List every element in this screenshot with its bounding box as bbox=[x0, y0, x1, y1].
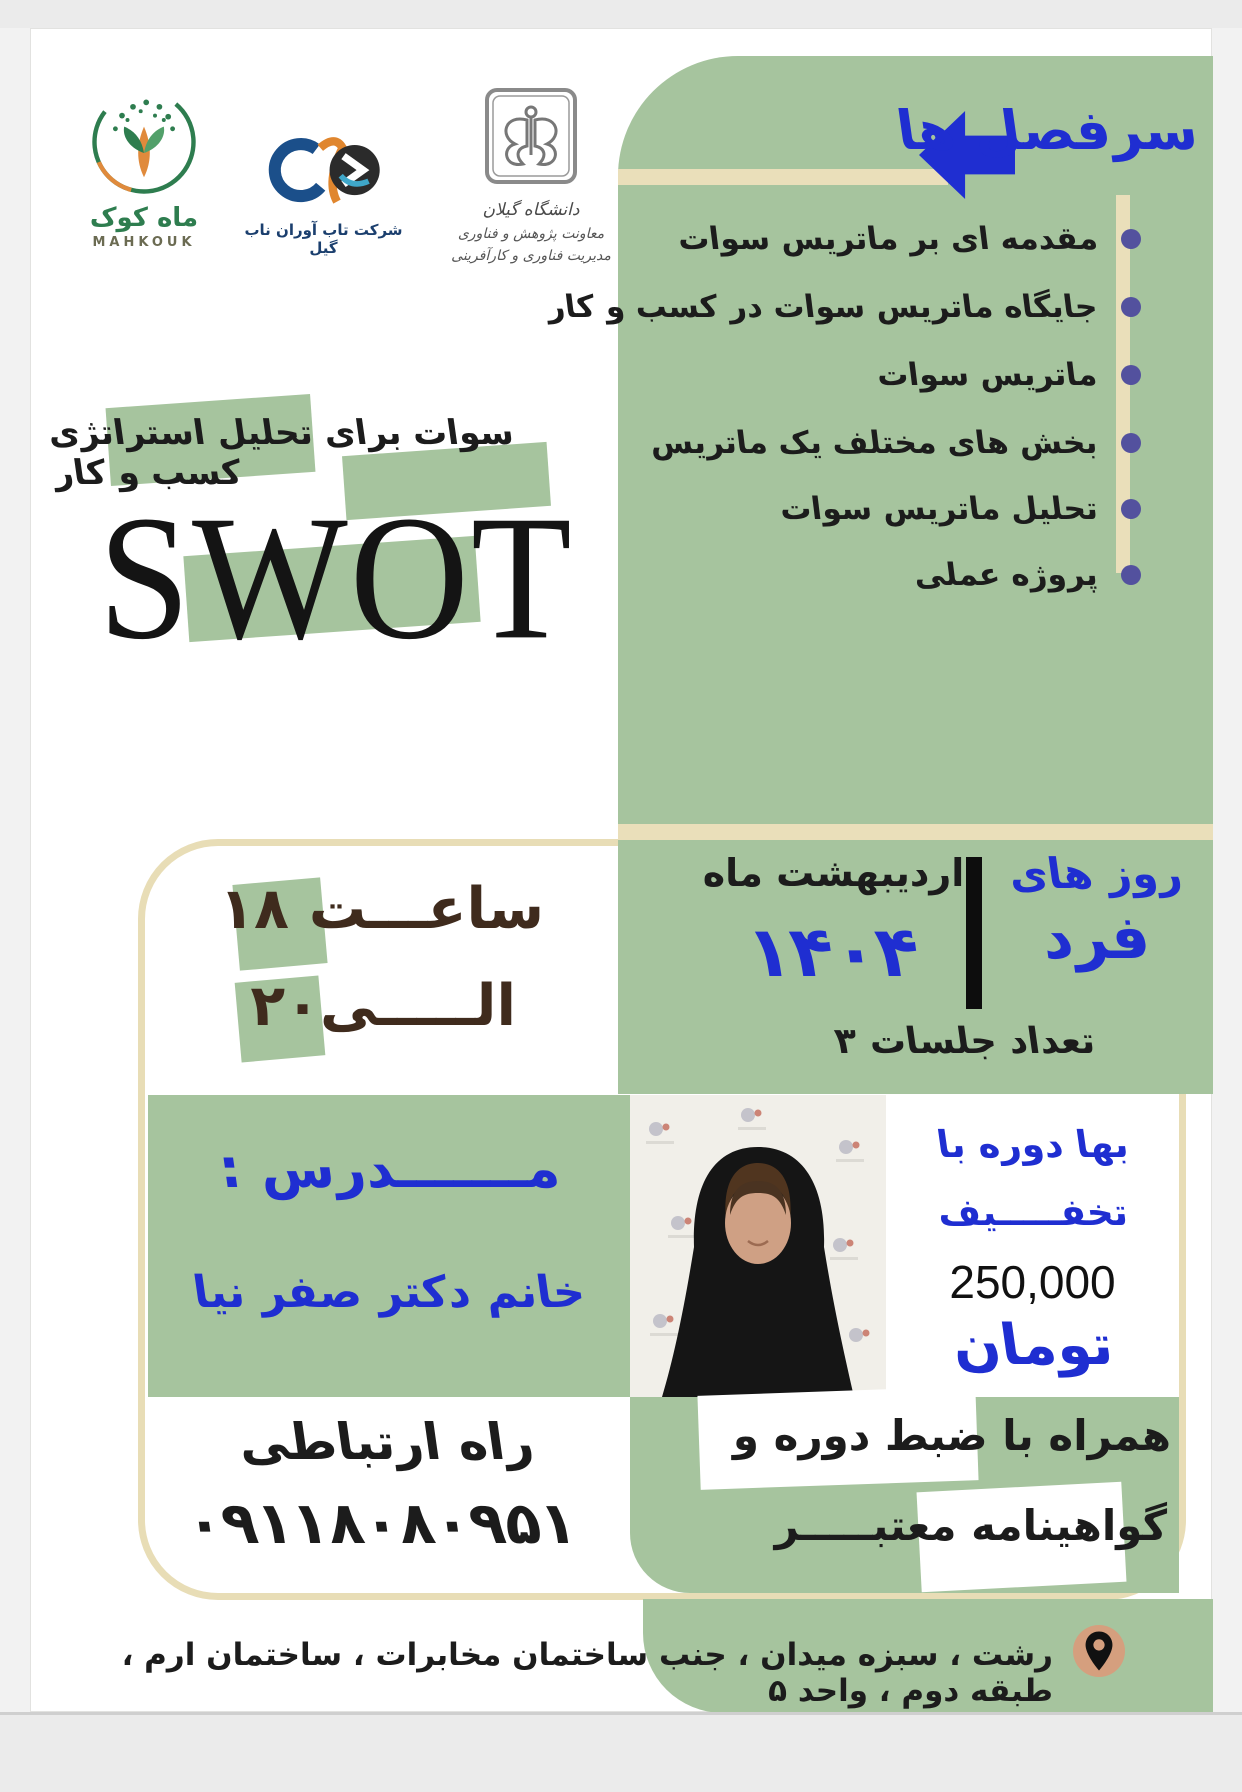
mahkouk-logo bbox=[59, 87, 229, 250]
company-logo bbox=[231, 129, 416, 257]
instructor-label: مـــــــدرس : bbox=[214, 1137, 564, 1200]
bullet-icon bbox=[1121, 565, 1141, 585]
hero-tagline: سوات برای تحلیل استراتژی کسب و کار bbox=[45, 413, 517, 493]
topics-title-line bbox=[618, 169, 948, 185]
contact-phone: ۰۹۱۱۸۰۸۰۹۵۱ bbox=[181, 1489, 581, 1557]
perks-line-2: گواهینامه معتبـــــر bbox=[774, 1501, 1167, 1550]
price-amount: 250,000 bbox=[949, 1256, 1116, 1308]
topic-label: پروژه عملی bbox=[911, 557, 1100, 593]
sessions-label: تعداد جلسات ۳ bbox=[831, 1021, 1097, 1062]
time-line-1 bbox=[219, 876, 544, 942]
bullet-icon bbox=[1121, 297, 1141, 317]
topic-item bbox=[877, 357, 1141, 393]
topic-label: مقدمه ای بر ماتریس سوات bbox=[675, 221, 1100, 257]
location-pin-icon bbox=[1073, 1625, 1125, 1677]
university-line2: معاونت پژوهش و فناوری bbox=[457, 226, 605, 242]
address-text: رشت ، سبزه میدان ، جنب ساختمان مخابرات ، ساختمان ارم ، طبقه دوم ، واحد ۵ bbox=[121, 1637, 1053, 1709]
time-line-2 bbox=[250, 973, 516, 1039]
time-end: ۲۰ bbox=[250, 973, 320, 1039]
time-word: ساعـــت bbox=[308, 876, 544, 942]
topic-label: ماتریس سوات bbox=[875, 357, 1100, 393]
university-logo bbox=[441, 84, 621, 264]
bullet-icon bbox=[1121, 433, 1141, 453]
instructor-name: خانم دکتر صفر نیا bbox=[189, 1267, 589, 1318]
topic-label: تحلیل ماتریس سوات bbox=[777, 491, 1100, 527]
topic-item bbox=[647, 425, 1141, 461]
perks-line-1: همراه با ضبط دوره و bbox=[732, 1411, 1171, 1460]
company-logo-label: شرکت تاب آوران ناب گیل bbox=[244, 221, 403, 257]
bottom-gray-band bbox=[0, 1712, 1242, 1792]
price-line-2: تخفـــــیف bbox=[934, 1191, 1131, 1234]
price-currency: تومان bbox=[948, 1313, 1117, 1378]
bullet-icon bbox=[1121, 499, 1141, 519]
bullet-icon bbox=[1121, 229, 1141, 249]
company-logo-icon bbox=[259, 129, 389, 213]
price-line-1: بها دوره با bbox=[934, 1123, 1131, 1166]
time-start: ۱۸ bbox=[219, 876, 289, 942]
university-line1: دانشگاه گیلان bbox=[482, 200, 580, 220]
university-line3: مدیریت فناوری و کارآفرینی bbox=[451, 248, 611, 264]
poster bbox=[30, 28, 1212, 1712]
date-divider-line bbox=[618, 824, 1213, 840]
topic-item bbox=[777, 491, 1141, 527]
hero-title: SWOT bbox=[98, 478, 574, 677]
mahkouk-logo-name: ماه کوک bbox=[89, 203, 199, 233]
month-label: اردیبهشت ماه bbox=[702, 851, 965, 895]
topic-item bbox=[911, 557, 1141, 593]
year-label: ۱۴۰۴ bbox=[742, 911, 925, 993]
days-label: روز های bbox=[1005, 849, 1185, 898]
topic-item bbox=[544, 289, 1141, 325]
topic-item bbox=[675, 221, 1141, 257]
mahkouk-logo-latin: MAHKOUK bbox=[92, 235, 196, 250]
topic-label: بخش های مختلف یک ماتریس bbox=[647, 425, 1100, 461]
to-word: الـــــی bbox=[319, 973, 516, 1039]
university-logo-icon bbox=[481, 84, 581, 192]
topic-label: جایگاه ماتریس سوات در کسب و کار bbox=[544, 289, 1100, 325]
days-value: فرد bbox=[1036, 903, 1154, 973]
mahkouk-logo-icon bbox=[89, 87, 199, 197]
instructor-photo bbox=[630, 1095, 886, 1397]
contact-label: راه ارتباطی bbox=[234, 1413, 538, 1471]
topics-title: سرفصل ها bbox=[892, 99, 1202, 162]
bullet-icon bbox=[1121, 365, 1141, 385]
top-gray-band bbox=[0, 0, 1242, 28]
